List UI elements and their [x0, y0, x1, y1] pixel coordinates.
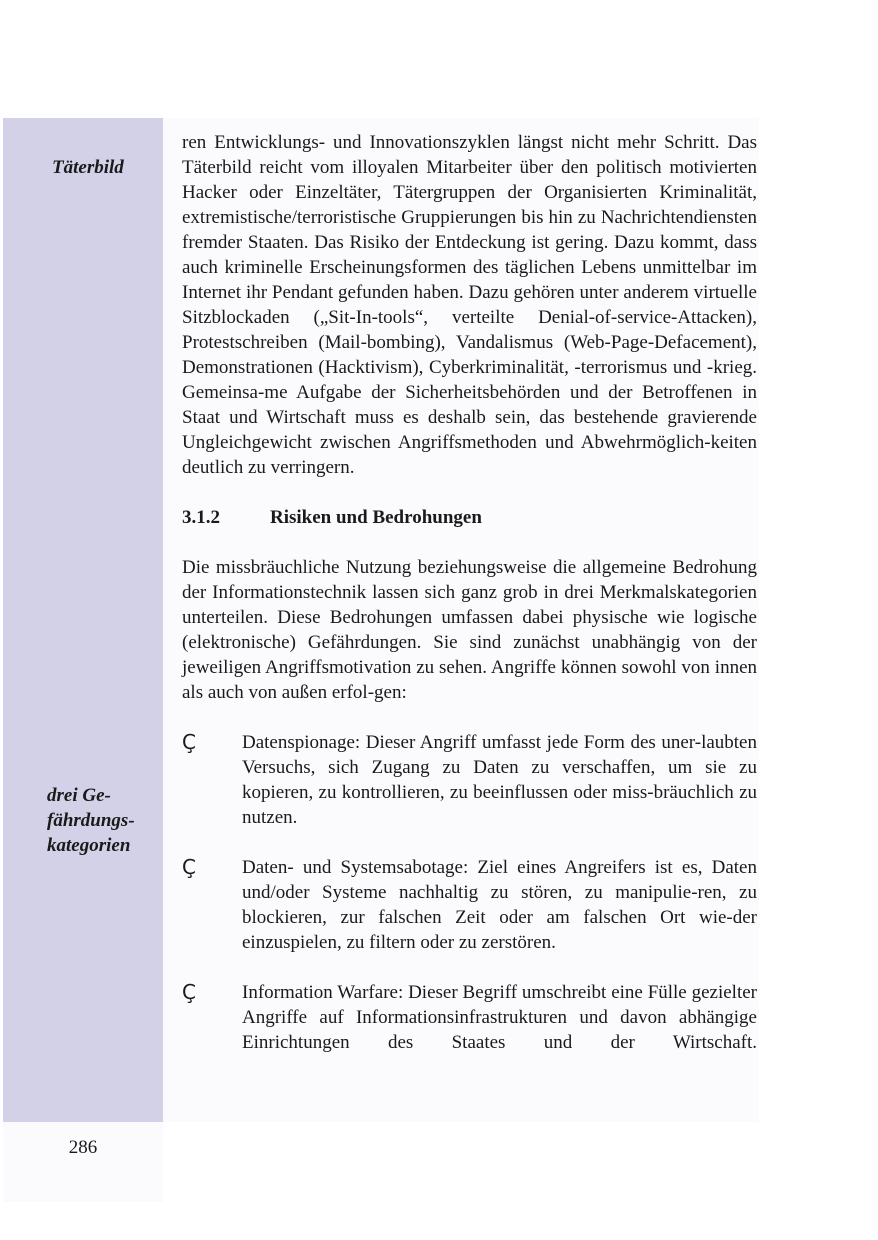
list-item-text: Information Warfare: Dieser Begriff umschreibt eine Fülle gezielter Angriffe auf Informationsinfrastrukturen und davon abhängige Einrichtungen des Staates und der Wirtschaft.: [242, 982, 757, 1053]
section-title: Risiken und Bedrohungen: [270, 507, 482, 528]
list-item-text: Datenspionage: Dieser Angriff umfasst jede Form des uner-laubten Versuchs, sich Zugang zu Daten zu verschaffen, um sie zu kopieren, zu kontrollieren, zu beeinflussen oder miss-bräuchlich zu nutzen.: [242, 732, 757, 828]
paragraph-bedrohungen: Die missbräuchliche Nutzung beziehungsweise die allgemeine Bedrohung der Informationstechnik lassen sich ganz grob in drei Merkmalskategorien unterteilen. Diese Bedrohungen umfassen dabei physische wie logische (elektronische) Gefährdungen. Sie sind zunächst unabhängig von der jeweiligen Angriffsmotivation zu sehen. Angriffe können sowohl von innen als auch von außen erfol-gen:: [182, 557, 757, 703]
margin-note-taeterbild: [52, 155, 124, 180]
section-number: 3.1.2: [182, 507, 220, 528]
margin-note-line: Täterbild: [52, 157, 124, 178]
bullet-icon: Ç: [182, 855, 196, 879]
margin-column: [3, 118, 163, 1122]
paragraph-taeterbild: ren Entwicklungs- und Innovationszyklen längst nicht mehr Schritt. Das Täterbild reicht vom illoyalen Mitarbeiter über den politisch motivierten Hacker oder Einzeltäter, Tätergruppen der Organisierten Kriminalität, extremistische/terroristische Gruppierungen bis hin zu Nachrichtendiensten fremder Staaten. Das Risiko der Entdeckung ist gering. Dazu kommt, dass auch kriminelle Erscheinungsformen des täglichen Lebens unmittelbar im Internet ihr Pendant gefunden haben. Dazu gehören unter anderem virtuelle Sitzblockaden („Sit-In-tools“, verteilte Denial-of-service-Attacken), Protestschreiben (Mail-bombing), Vandalismus (Web-Page-Defacement), Demonstrationen (Hacktivism), Cyberkriminalität, -terrorismus und -krieg. Gemeinsa-me Aufgabe der Sicherheitsbehörden und der Betroffenen in Staat und Wirtschaft muss es deshalb sein, das bestehende gravierende Ungleichgewicht zwischen Angriffsmethoden und Abwehrmöglich-keiten deutlich zu verringern.: [182, 132, 757, 478]
margin-note-line: kategorien: [47, 835, 131, 856]
margin-note-line: fährdungs-: [47, 810, 135, 831]
page-number: 286: [68, 1137, 98, 1158]
bullet-icon: Ç: [182, 730, 196, 754]
bullet-icon: Ç: [182, 980, 196, 1004]
list-item: [182, 980, 757, 1055]
margin-note-gefaehrdungskategorien: [47, 783, 135, 858]
list-item-text: Daten- und Systemsabotage: Ziel eines Angreifers ist es, Daten und/oder Systeme nachhaltig zu stören, zu manipulie-ren, zu blockieren, zur falschen Zeit oder am falschen Ort wie-der einzuspielen, zu filtern oder zu zerstören.: [242, 857, 757, 953]
list-item: [182, 855, 757, 955]
main-text: [182, 130, 757, 1055]
list-item: [182, 730, 757, 830]
margin-note-line: drei Ge-: [47, 785, 111, 806]
section-heading: [182, 505, 757, 530]
footer-area: [3, 1122, 163, 1202]
